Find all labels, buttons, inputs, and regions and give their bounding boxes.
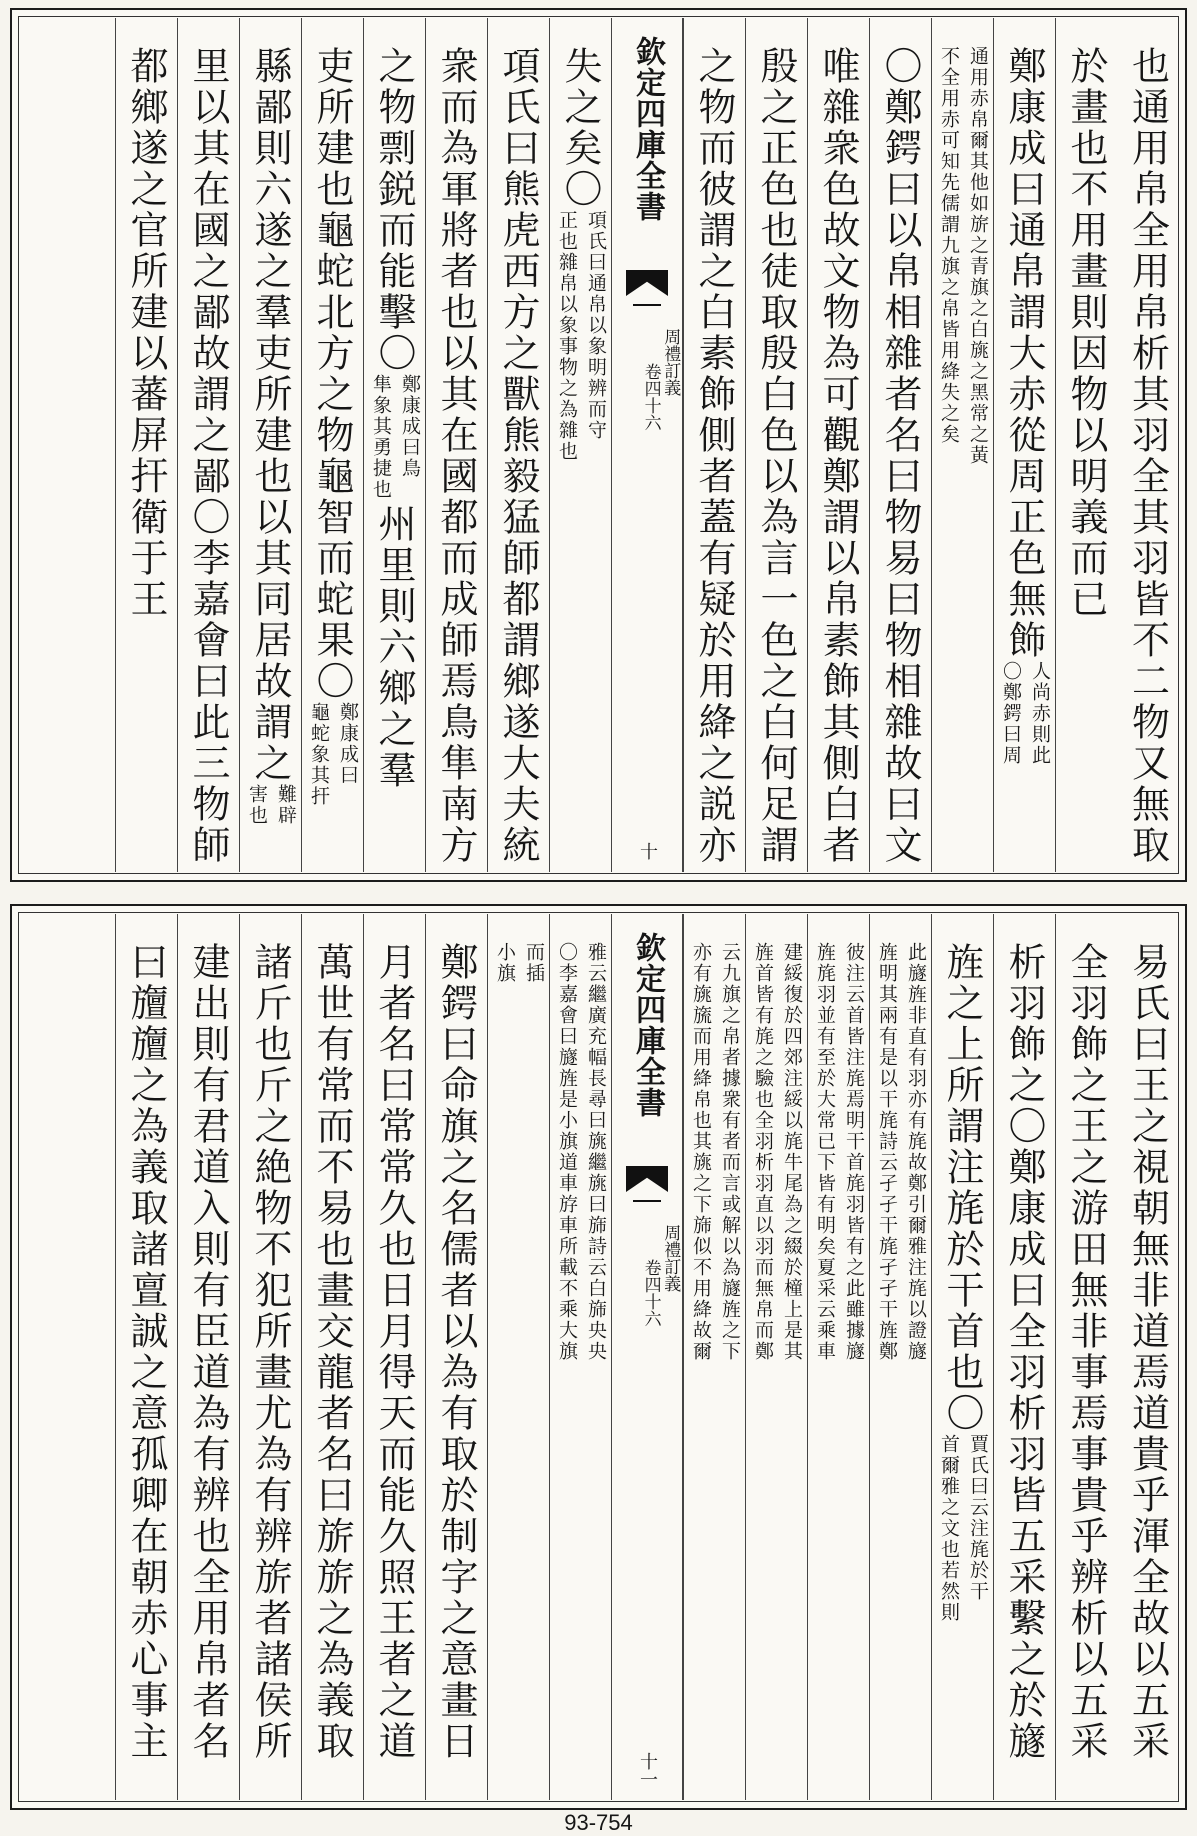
text-column	[683, 18, 745, 872]
column-text: 萬世有常而不易也畫交龍者名曰旂旂之為義取	[310, 942, 354, 1762]
annotation-text: 旌明其兩有是以干旄詩云孑孑干旄孑孑干旌鄭	[876, 942, 898, 1362]
annotation-text: 不全用赤可知先儒謂九旗之帛皆用絳失之矣	[938, 46, 960, 445]
column-text: 〇鄭鍔曰以帛相雜者名曰物易曰物相雜故曰文	[878, 46, 922, 866]
text-column	[239, 18, 301, 872]
text-column	[683, 914, 745, 1800]
annotation-text: 害也	[246, 784, 268, 826]
annotation-text: 通用赤帛爾其他如旂之青旗之白旐之黑常之黃	[967, 46, 989, 466]
annotation-text: 旌首皆有旄之驗也全羽析羽直以羽而無帛而鄭	[752, 942, 774, 1362]
column-text: 鄭鍔曰命旗之名儒者以為有取於制字之意畫日	[434, 942, 478, 1762]
column-text: 之物而彼謂之白素飾側者蓋有疑於用絳之説亦	[692, 46, 736, 866]
annotation-text: 旌旄羽並有至於大常已下皆有明矣夏采云乘車	[814, 942, 836, 1362]
text-column	[931, 914, 993, 1800]
volume-label: 卷四十六	[640, 1259, 661, 1327]
column-text: 析羽飾之〇鄭康成曰全羽析羽皆五采繫之於旞	[1002, 942, 1046, 1762]
annotation-text: 人尚赤則此	[1029, 661, 1051, 766]
column-text: 鄭康成曰通帛謂大赤從周正色無飾	[1002, 46, 1046, 661]
column-text: 之物剽鋭而能擊〇	[372, 46, 416, 374]
column-text: 衆而為軍將者也以其在國都而成師焉鳥隼南方	[434, 46, 478, 866]
page-number-footer: 93-754	[564, 1810, 633, 1835]
annotation-text: 亦有旐旒而用絳帛也其旐之下旆似不用絳故爾	[690, 942, 712, 1362]
text-column	[1117, 914, 1179, 1800]
text-column	[549, 914, 611, 1800]
text-column	[993, 914, 1055, 1800]
text-column	[807, 914, 869, 1800]
annotation-text: 〇李嘉會曰旞旌是小旗道車斿車所載不乘大旗	[556, 942, 578, 1362]
text-column	[487, 914, 549, 1800]
column-text: 唯雜衆色故文物為可觀鄭謂以帛素飾其側白者	[816, 46, 860, 866]
text-column	[869, 18, 931, 872]
annotation-text: 而插	[523, 942, 545, 984]
text-column	[1055, 914, 1117, 1800]
annotation-text: 龜蛇象其扞	[308, 702, 330, 807]
column-text: 月者名曰常常久也日月得天而能久照王者之道	[372, 942, 416, 1762]
folio-number: 十一	[637, 1752, 658, 1788]
annotation-text: 項氏曰通帛以象明辨而守	[585, 210, 607, 441]
text-column	[487, 18, 549, 872]
annotation-text: 小旗	[494, 942, 516, 984]
annotation-text: 難辟	[275, 784, 297, 826]
text-column	[177, 914, 239, 1800]
fish-tail-mark	[626, 1166, 668, 1192]
text-column	[931, 18, 993, 872]
text-column	[301, 18, 363, 872]
book-title: 欽定四庫全書	[630, 36, 665, 222]
section-title: 周禮訂義	[660, 1224, 681, 1292]
annotation-text: 彼注云首皆注旄焉明干首旄羽皆有之此雖據旞	[843, 942, 865, 1362]
volume-label: 卷四十六	[640, 363, 661, 431]
text-column	[425, 914, 487, 1800]
annotation-text: 鄭康成曰鳥	[399, 374, 421, 479]
annotation-text: 賈氏曰云注旄於干	[967, 1434, 989, 1602]
text-column	[549, 18, 611, 872]
column-text: 里以其在國之鄙故謂之鄙〇李嘉會曰此三物師	[186, 46, 230, 866]
column-text: 全羽飾之王之游田無非事焉事貴乎辨析以五采	[1064, 942, 1108, 1762]
column-text: 項氏曰熊虎西方之獸熊毅猛師都謂鄉遂大夫統	[496, 46, 540, 866]
column-text: 縣鄙則六遂之羣吏所建也以其同居故謂之	[248, 46, 292, 784]
text-column	[1055, 18, 1117, 872]
text-column	[993, 18, 1055, 872]
text-column	[115, 914, 177, 1800]
annotation-text: 建綏復於四郊注綏以旄牛尾為之綴於橦上是其	[781, 942, 803, 1362]
text-column	[239, 914, 301, 1800]
text-column	[1117, 18, 1179, 872]
column-text: 吏所建也龜蛇北方之物龜智而蛇果〇	[310, 46, 354, 702]
column-text: 州里則六鄉之羣	[372, 504, 416, 791]
text-column	[301, 914, 363, 1800]
annotation-text: 鄭康成曰	[337, 702, 359, 786]
text-column	[745, 914, 807, 1800]
column-text: 曰旜旜之為義取諸亶誠之意孤卿在朝赤心事主	[124, 942, 168, 1762]
annotation-text: 雅云繼廣充幅長尋曰旐繼旐曰旆詩云白旆央央	[585, 942, 607, 1362]
section-title: 周禮訂義	[660, 328, 681, 396]
column-text: 都鄉遂之官所建以蕃屏扞衛于王	[124, 46, 168, 620]
text-column	[363, 914, 425, 1800]
text-column	[807, 18, 869, 872]
annotation-text: 隼象其勇捷也	[370, 374, 392, 500]
lower-page	[10, 904, 1187, 1810]
column-text: 也通用帛全用帛析其羽全其羽皆不二物又無取	[1125, 46, 1170, 866]
text-column	[363, 18, 425, 872]
column-text: 失之矣〇	[558, 46, 602, 210]
column-text: 殷之正色也徒取殷白色以為言一色之白何足謂	[754, 46, 798, 866]
column-text: 旌之上所謂注旄於干首也〇	[940, 942, 984, 1434]
folio-number: 十	[637, 842, 658, 860]
text-column	[177, 18, 239, 872]
column-text: 諸斤也斤之絶物不犯所畫尤為有辨旂者諸侯所	[248, 942, 292, 1762]
annotation-text: 〇鄭鍔曰周	[1000, 661, 1022, 766]
annotation-text: 首爾雅之文也若然則	[938, 1434, 960, 1623]
text-column	[115, 18, 177, 872]
annotation-text: 此旞旌非直有羽亦有旄故鄭引爾雅注旄以證旞	[905, 942, 927, 1362]
upper-page	[10, 8, 1187, 882]
column-text: 建出則有君道入則有臣道為有辨也全用帛者名	[186, 942, 230, 1762]
center-margin-label	[611, 914, 683, 1800]
text-column	[425, 18, 487, 872]
annotation-text: 云九旗之帛者據衆有者而言或解以為旞旌之下	[719, 942, 741, 1362]
annotation-text: 正也雜帛以象事物之為雜也	[556, 210, 578, 462]
text-column	[745, 18, 807, 872]
column-text: 易氏曰王之視朝無非道焉道貴乎渾全故以五采	[1125, 942, 1170, 1762]
fish-tail-line	[633, 304, 661, 320]
fish-tail-line	[633, 1200, 661, 1216]
center-margin-label	[611, 18, 683, 872]
text-column	[869, 914, 931, 1800]
column-text: 於畫也不用畫則因物以明義而已	[1064, 46, 1108, 620]
fish-tail-mark	[626, 270, 668, 296]
book-title: 欽定四庫全書	[630, 932, 665, 1118]
